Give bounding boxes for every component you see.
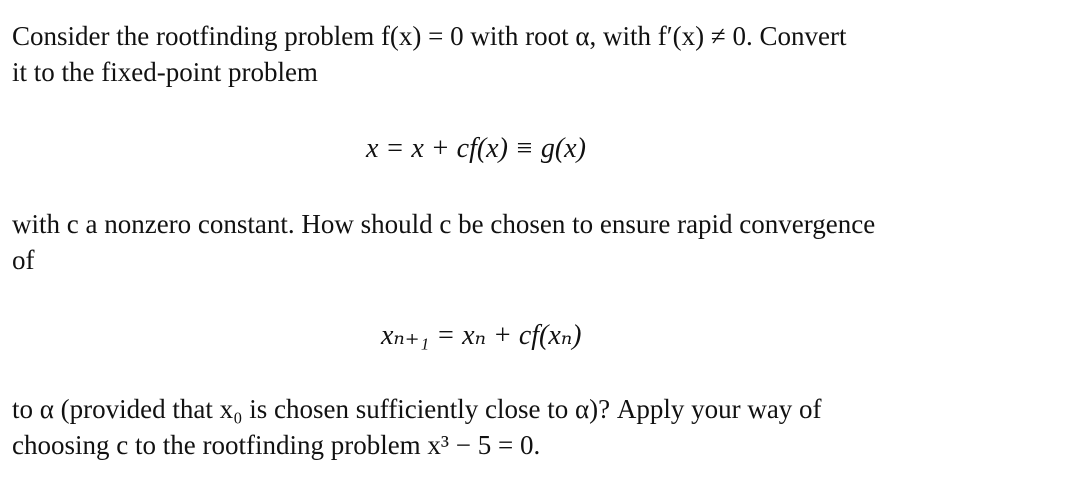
intro-line-1: Consider the rootfinding problem f(x) = 0 with root α, with f′(x) ≠ 0. Convert bbox=[12, 21, 847, 51]
iteration-equation: xₙ₊₁ = xₙ + cf(xₙ) bbox=[381, 320, 582, 351]
intro-line-2: it to the fixed-point problem bbox=[12, 57, 318, 87]
intro-paragraph bbox=[12, 18, 846, 90]
middle-line-1: with c a nonzero constant. How should c be chosen to ensure rapid convergence bbox=[12, 209, 876, 239]
middle-line-2: of bbox=[12, 245, 35, 275]
closing-line-1: to α (provided that x₀ is chosen sufficiently close to α)? Apply your way of bbox=[12, 394, 822, 424]
closing-line-2: choosing c to the rootfinding problem x³ − 5 = 0. bbox=[12, 430, 541, 460]
middle-paragraph bbox=[12, 206, 875, 278]
fixed-point-equation: x = x + cf(x) ≡ g(x) bbox=[366, 133, 586, 164]
closing-paragraph bbox=[12, 391, 822, 463]
